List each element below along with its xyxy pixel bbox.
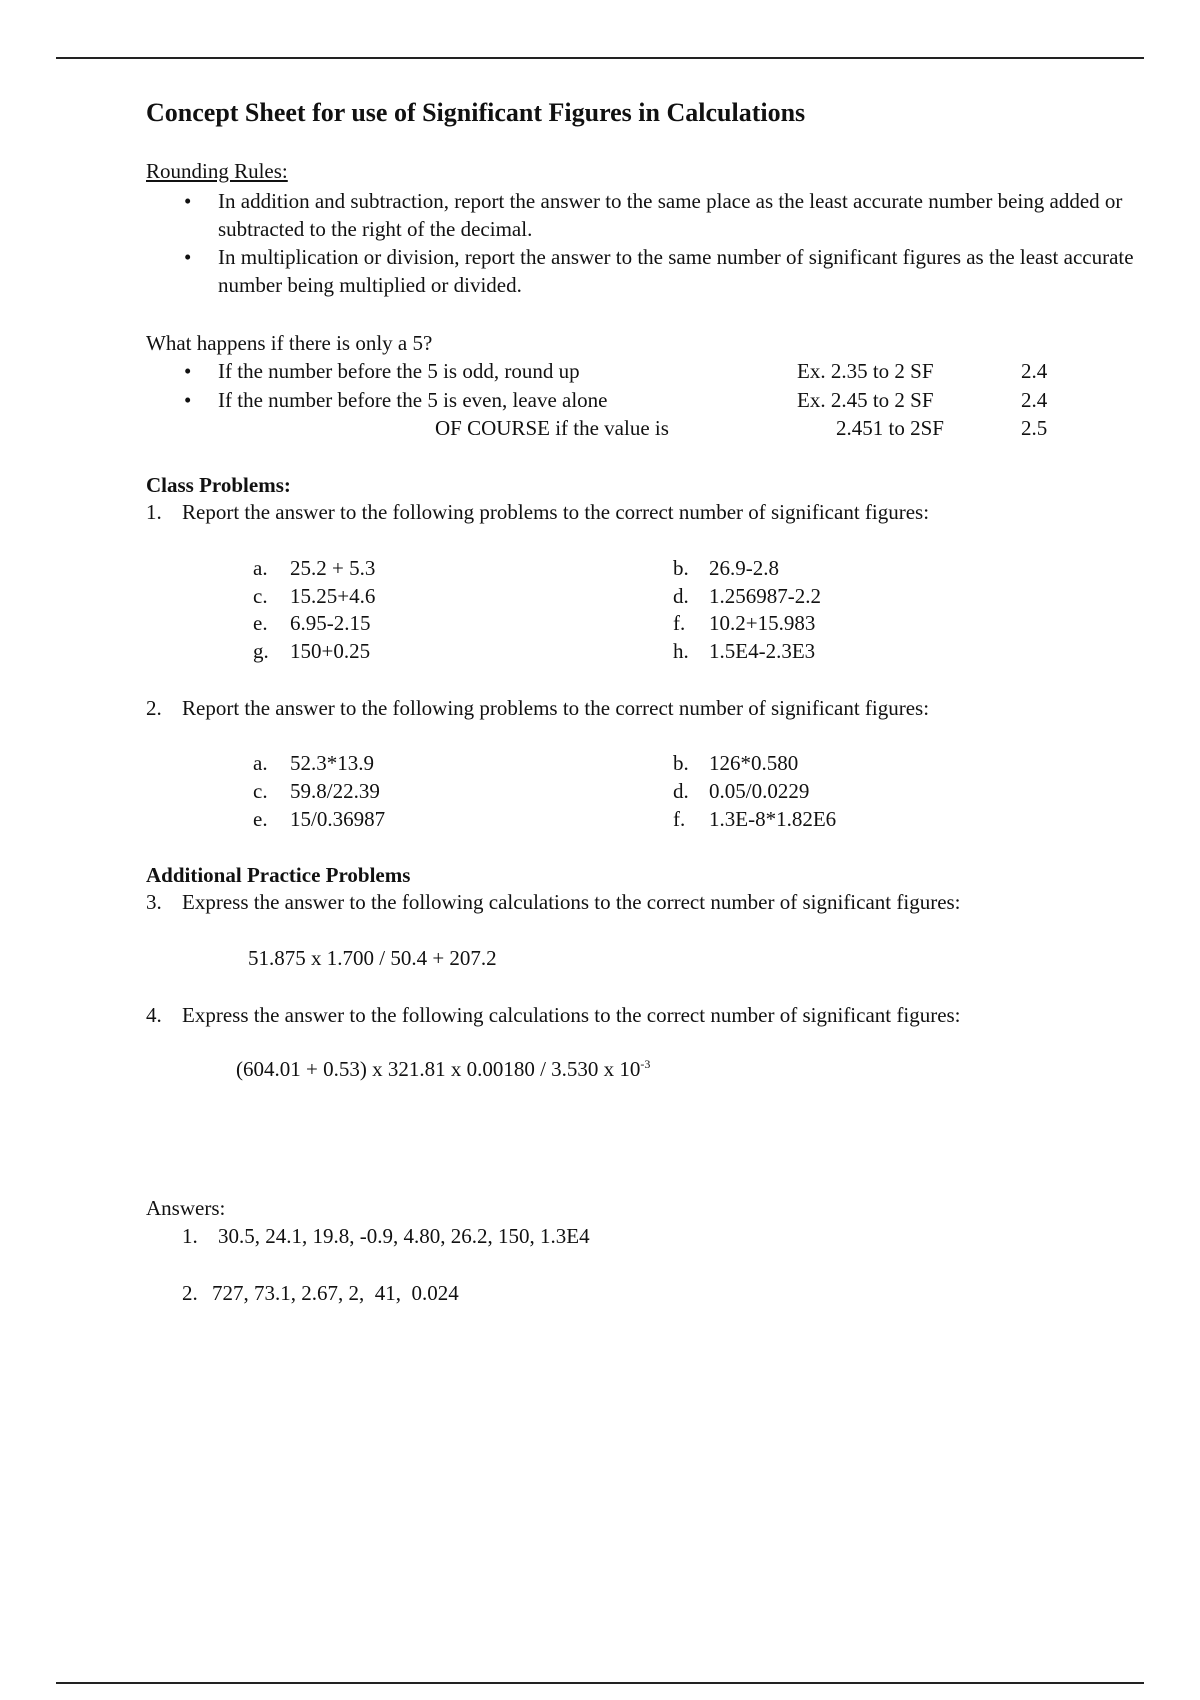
page-title: Concept Sheet for use of Significant Figures in Calculations (146, 98, 806, 127)
item-expression: 1.256987-2.2 (709, 584, 821, 608)
problem-text: Express the answer to the following calculations to the correct number of significant figures: (182, 890, 961, 914)
additional-practice-heading: Additional Practice Problems (146, 863, 411, 887)
item-letter: f. (673, 807, 686, 831)
problem-number: 1. (146, 500, 162, 524)
item-letter: b. (673, 751, 689, 775)
item-expression: 15.25+4.6 (290, 584, 376, 608)
item-expression: 52.3*13.9 (290, 751, 374, 775)
five-case-text: If the number before the 5 is odd, round up (218, 359, 580, 383)
five-case-example: Ex. 2.45 to 2 SF (797, 388, 934, 412)
five-case-example: Ex. 2.35 to 2 SF (797, 359, 934, 383)
rounding-rule-text: In multiplication or division, report the answer to the same number of significant figures as the least accurate number being multiplied or divided. (218, 245, 1134, 297)
top-rule (56, 57, 1144, 59)
answer-text: 30.5, 24.1, 19.8, -0.9, 4.80, 26.2, 150, 1.3E4 (218, 1224, 590, 1248)
problem-4-expression (236, 1055, 650, 1083)
item-letter: c. (253, 584, 268, 608)
five-question: What happens if there is only a 5? (146, 331, 433, 355)
bullet-icon: • (184, 388, 192, 412)
item-letter: f. (673, 611, 686, 635)
item-expression: 25.2 + 5.3 (290, 556, 376, 580)
rounding-rule-text: In addition and subtraction, report the answer to the same place as the least accurate number being added or subtracted to the right of the decimal. (218, 189, 1123, 241)
answer-text: 727, 73.1, 2.67, 2, 41, 0.024 (212, 1281, 459, 1305)
item-expression: 150+0.25 (290, 639, 371, 663)
item-letter: d. (673, 779, 689, 803)
problem-text: Report the answer to the following problems to the correct number of significant figures: (182, 696, 930, 720)
answer-number: 1. (182, 1224, 198, 1248)
five-case-text: If the number before the 5 is even, leave alone (218, 388, 608, 412)
problem-number: 2. (146, 696, 162, 720)
item-expression: 59.8/22.39 (290, 779, 380, 803)
item-expression: 126*0.580 (709, 751, 799, 775)
problem-number: 3. (146, 890, 162, 914)
item-letter: b. (673, 556, 689, 580)
problem-4-exponent: -3 (640, 1057, 651, 1071)
item-letter: e. (253, 807, 268, 831)
five-case-result: 2.4 (1021, 388, 1048, 412)
bullet-icon: • (184, 245, 192, 269)
item-expression: 0.05/0.0229 (709, 779, 810, 803)
item-expression: 1.5E4-2.3E3 (709, 639, 816, 663)
answers-heading: Answers: (146, 1196, 226, 1220)
item-expression: 26.9-2.8 (709, 556, 779, 580)
class-problems-heading: Class Problems: (146, 473, 291, 497)
of-course-example: 2.451 to 2SF (836, 416, 944, 440)
item-letter: g. (253, 639, 269, 663)
of-course-text: OF COURSE if the value is (435, 416, 669, 440)
item-letter: a. (253, 751, 268, 775)
item-letter: c. (253, 779, 268, 803)
item-expression: 15/0.36987 (290, 807, 386, 831)
problem-number: 4. (146, 1003, 162, 1027)
bullet-icon: • (184, 189, 192, 213)
problem-3-expression: 51.875 x 1.700 / 50.4 + 207.2 (248, 946, 497, 970)
problem-4-expression-main: (604.01 + 0.53) x 321.81 x 0.00180 / 3.530 x 10 (236, 1057, 641, 1081)
item-letter: a. (253, 556, 268, 580)
problem-text: Report the answer to the following problems to the correct number of significant figures: (182, 500, 930, 524)
item-letter: h. (673, 639, 689, 663)
five-case-result: 2.4 (1021, 359, 1048, 383)
answer-number: 2. (182, 1281, 198, 1305)
item-expression: 6.95-2.15 (290, 611, 371, 635)
of-course-result: 2.5 (1021, 416, 1048, 440)
item-letter: d. (673, 584, 689, 608)
bottom-rule (56, 1682, 1144, 1684)
problem-text: Express the answer to the following calculations to the correct number of significant figures: (182, 1003, 961, 1027)
item-letter: e. (253, 611, 268, 635)
rounding-rules-heading: Rounding Rules: (146, 159, 288, 183)
bullet-icon: • (184, 359, 192, 383)
item-expression: 1.3E-8*1.82E6 (709, 807, 837, 831)
item-expression: 10.2+15.983 (709, 611, 816, 635)
